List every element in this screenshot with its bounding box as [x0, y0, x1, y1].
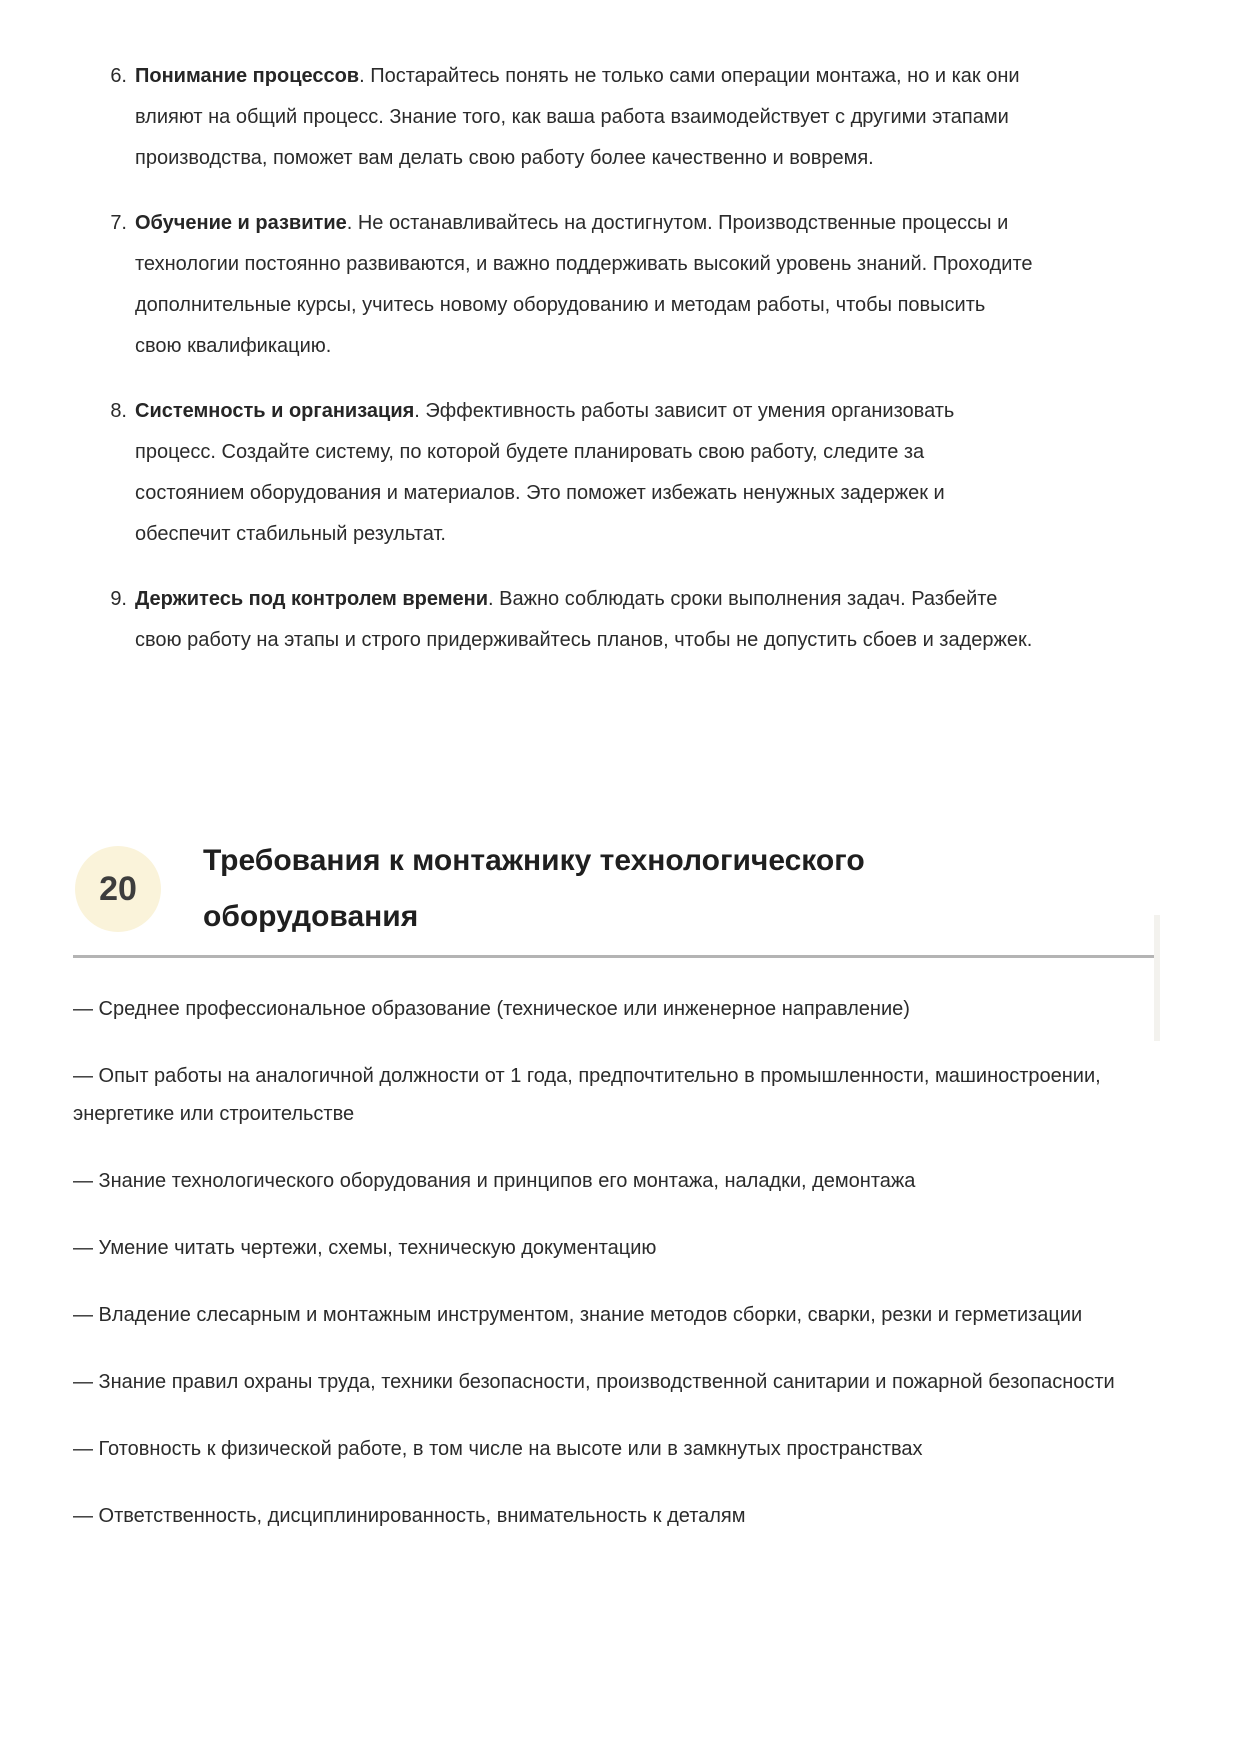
requirement-item: — Знание правил охраны труда, техники безопасности, производственной санитарии и пожарной безопасности	[73, 1371, 1115, 1393]
section-divider	[73, 955, 1160, 958]
item-lead: Держитесь под контролем времени	[135, 588, 489, 610]
requirement-item: — Владение слесарным и монтажным инструментом, знание методов сборки, сварки, резки и герметизации	[73, 1304, 1083, 1326]
item-rest: . Важно соблюдать сроки выполнения задач. Разбейте свою работу на этапы и строго придерживайтесь планов, чтобы не допустить сбоев и задержек.	[135, 588, 1033, 651]
item-number: 8.	[110, 400, 127, 422]
item-text	[135, 56, 1033, 179]
item-text	[135, 579, 1033, 661]
item-text	[135, 203, 1033, 367]
list-item	[73, 56, 1160, 179]
numbered-list	[73, 56, 1160, 661]
list-item	[73, 391, 1160, 555]
item-number: 7.	[110, 212, 127, 234]
item-lead: Системность и организация	[135, 400, 415, 422]
item-rest: . Не останавливайтесь на достигнутом. Производственные процессы и технологии постоянно развиваются, и важно поддерживать высокий уровень знаний. Проходите дополнительные курсы, учитесь новому оборудованию и методам работы, чтобы повысить свою квалификацию.	[135, 212, 1033, 357]
list-item	[73, 203, 1160, 367]
item-rest: . Постарайтесь понять не только сами операции монтажа, но и как они влияют на общий процесс. Знание того, как ваша работа взаимодействует с другими этапами производства, поможет вам делать свою работу более качественно и вовремя.	[135, 65, 1020, 169]
requirement-item: — Опыт работы на аналогичной должности от 1 года, предпочтительно в промышленности, машиностроении, энергетике или строительстве	[73, 1065, 1101, 1125]
requirement-item: — Ответственность, дисциплинированность, внимательность к деталям	[73, 1505, 746, 1527]
badge-number: 20	[99, 869, 137, 908]
section-number-badge	[75, 846, 161, 932]
requirement-item: — Умение читать чертежи, схемы, техническую документацию	[73, 1237, 657, 1259]
list-item	[73, 579, 1160, 661]
requirements-list	[73, 990, 1160, 1535]
item-lead: Обучение и развитие	[135, 212, 347, 234]
item-number: 9.	[110, 588, 127, 610]
right-edge-highlight	[1154, 915, 1160, 1041]
section-header	[75, 833, 1160, 945]
item-text	[135, 391, 1033, 555]
section-title: Требования к монтажнику технологического оборудования	[203, 844, 865, 933]
item-rest: . Эффективность работы зависит от умения организовать процесс. Создайте систему, по которой будете планировать свою работу, следите за состоянием оборудования и материалов. Это поможет избежать ненужных задержек и обеспечит стабильный результат.	[135, 400, 955, 545]
requirement-item: — Знание технологического оборудования и принципов его монтажа, наладки, демонтажа	[73, 1170, 916, 1192]
item-lead: Понимание процессов	[135, 65, 360, 87]
requirement-item: — Среднее профессиональное образование (техническое или инженерное направление)	[73, 998, 910, 1020]
requirement-item: — Готовность к физической работе, в том числе на высоте или в замкнутых пространствах	[73, 1438, 923, 1460]
item-number: 6.	[110, 65, 127, 87]
